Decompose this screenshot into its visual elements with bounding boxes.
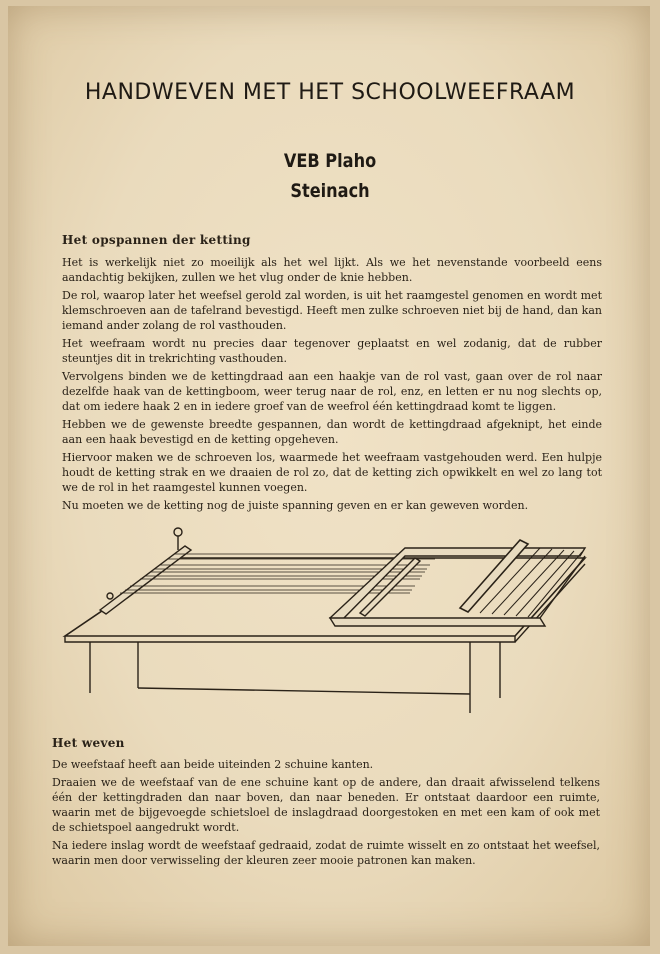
paragraph: Het is werkelijk niet zo moeilijk als het wel lijkt. Als we het nevenstande voorbeeld eens aandachtig bekijken, zullen we het vlug onder de knie hebben. bbox=[62, 256, 602, 284]
loom-side bbox=[540, 556, 585, 618]
warp-rod bbox=[100, 546, 191, 614]
table-rail bbox=[138, 688, 470, 694]
paragraph: Na iedere inslag wordt de weefstaaf gedraaid, zodat de ruimte wisselt en zo ontstaat het weefsel, waarin men door verwisseling der kleuren zeer mooie patronen kan maken. bbox=[52, 839, 600, 867]
section-heading-weaving: Het weven bbox=[52, 736, 125, 750]
paragraph: De rol, waarop later het weefsel gerold zal worden, is uit het raamgestel genomen en wordt met klemschroeven aan de tafelrand bevestigd. Heeft men zulke schroeven niet bij de hand, dan kan iemand ander zolang de rol vasthouden. bbox=[62, 289, 602, 332]
page-title: HANDWEVEN MET HET SCHOOLWEEFRAAM bbox=[84, 80, 576, 105]
section-body-weaving bbox=[52, 757, 600, 871]
table-edge-side bbox=[515, 564, 585, 642]
clamp-knob bbox=[174, 528, 182, 536]
loom-illustration bbox=[60, 518, 600, 718]
paragraph: Nu moeten we de ketting nog de juiste spanning geven en er kan geweven worden. bbox=[62, 499, 529, 512]
section-body-warp bbox=[62, 255, 602, 516]
paragraph: Hiervoor maken we de schroeven los, waarmede het weefraam vastgehouden werd. Een hulpje houdt de ketting strak en we draaien de rol zo, dat de ketting zich opwikkelt en wel zo lang tot we de rol in het raamgestel kunnen voegen. bbox=[62, 451, 602, 494]
paragraph: Draaien we de weefstaaf van de ene schuine kant op de andere, dan draait afwisselend telkens één der kettingdraden dan naar boven, dan naar beneden. Er ontstaat daardoor een ruimte, waarin met de bijgevoegde schietsloel de inslagdraad doorgestoken en met een kam of ook met de schietspoel aangedrukt wordt. bbox=[52, 776, 600, 834]
publisher-name: VEB Plaho bbox=[283, 150, 377, 172]
paragraph: Hebben we de gewenste breedte gespannen, dan wordt de kettingdraad afgeknipt, het einde aan een haak bevestigd en de ketting opgeheven. bbox=[62, 418, 602, 446]
paragraph: Het weefraam wordt nu precies daar tegenover geplaatst en wel zodanig, dat de rubber steuntjes dit in trekrichting vasthouden. bbox=[62, 337, 602, 365]
publisher-location: Steinach bbox=[290, 180, 370, 202]
clamp-knob bbox=[107, 593, 113, 599]
loom-frame-bottom bbox=[330, 618, 545, 626]
table-edge bbox=[65, 636, 515, 642]
paragraph: De weefstaaf heeft aan beide uiteinden 2 schuine kanten. bbox=[52, 758, 374, 771]
section-heading-warp: Het opspannen der ketting bbox=[62, 233, 251, 247]
paragraph: Vervolgens binden we de kettingdraad aan een haakje van de rol vast, gaan over de rol naar dezelfde haak van de kettingboom, weer terug naar de rol, enz, en letten er nu nog slechts op, dat om iedere haak 2 en in iedere groef van de weefrol één kettingdraad komt te liggen. bbox=[62, 370, 602, 413]
